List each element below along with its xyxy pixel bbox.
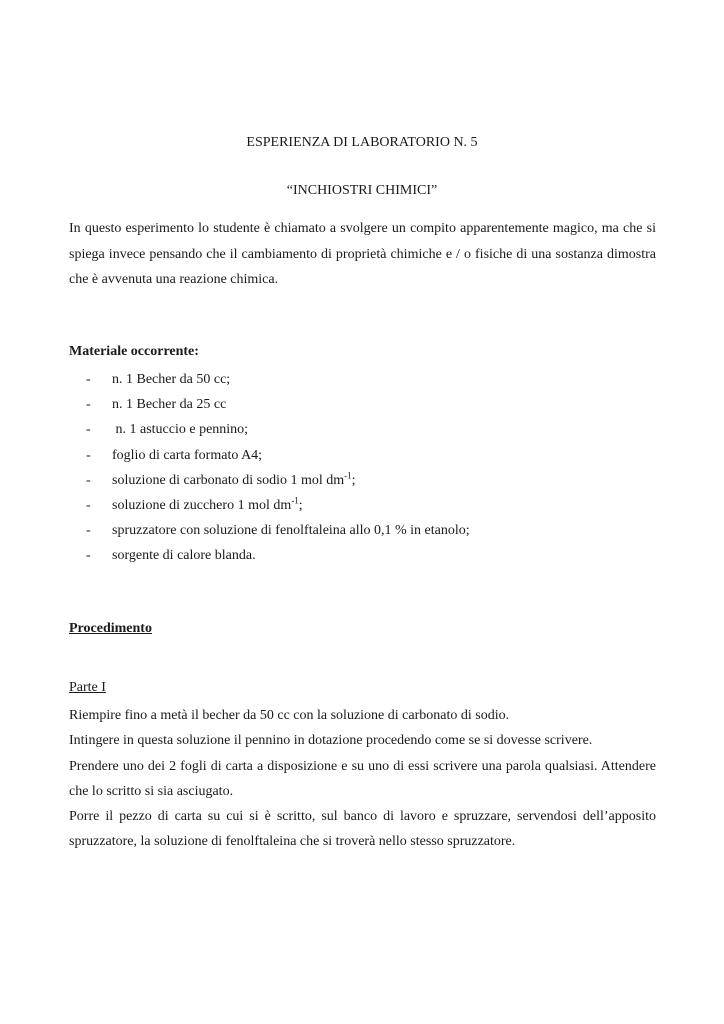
list-item-text: foglio di carta formato A4; [112, 447, 263, 463]
procedure-paragraph: Riempire fino a metà il becher da 50 cc con la soluzione di carbonato di sodio. [69, 708, 510, 723]
intro-paragraph: In questo esperimento lo studente è chiamato a svolgere un compito apparentemente magico, ma che si spiega invece pensando che il cambiamento di proprietà chimiche e / o fisiche di una sostanza dimostra che è avvenuta una reazione chimica. [69, 221, 656, 287]
list-item-text: soluzione di carbonato di sodio 1 mol dm [112, 472, 345, 488]
list-dash: - [86, 472, 91, 488]
list-item [86, 367, 470, 392]
list-dash: - [86, 372, 91, 387]
list-item-text: spruzzatore con soluzione di fenolftaleina allo 0,1 % in etanolo; [112, 523, 470, 539]
list-item [86, 493, 470, 518]
list-dash: - [86, 548, 91, 564]
procedure-paragraph: Intingere in questa soluzione il pennino in dotazione procedendo come se si dovesse scrivere. [69, 733, 593, 749]
list-item-superscript: -1 [344, 470, 352, 481]
list-item [86, 392, 470, 417]
list-item-suffix: ; [351, 472, 356, 488]
list-dash: - [86, 422, 91, 438]
document-subtitle: “INCHIOSTRI CHIMICI” [286, 183, 438, 198]
materials-list [86, 367, 470, 569]
list-item-text: n. 1 Becher da 50 cc; [112, 372, 231, 387]
list-item [86, 443, 470, 468]
list-item [86, 518, 470, 543]
list-item [86, 468, 470, 493]
list-item-text: sorgente di calore blanda. [112, 548, 256, 564]
procedure-body [69, 703, 656, 855]
procedure-paragraph: Porre il pezzo di carta su cui si è scritto, sul banco di lavoro e spruzzare, servendosi dell’apposito spruzzatore, la soluzione di fenolftaleina che si troverà nello stesso spruzzatore. [69, 809, 656, 850]
list-item-superscript: -1 [291, 495, 299, 506]
list-dash: - [86, 497, 91, 513]
document-title: ESPERIENZA DI LABORATORIO N. 5 [246, 135, 478, 150]
list-item [86, 417, 470, 442]
list-item-text: n. 1 Becher da 25 cc [112, 397, 227, 413]
materials-heading: Materiale occorrente: [69, 344, 199, 359]
list-dash: - [86, 397, 91, 413]
list-item-text: soluzione di zucchero 1 mol dm [112, 497, 292, 513]
procedure-paragraph: Prendere uno dei 2 fogli di carta a disposizione e su uno di essi scrivere una parola qualsiasi. Attendere che lo scritto si sia asciugato. [69, 758, 656, 799]
part-label: Parte I [69, 680, 106, 695]
list-item [86, 543, 470, 568]
list-dash: - [86, 523, 91, 539]
procedure-heading: Procedimento [69, 621, 152, 636]
list-item-text: n. 1 astuccio e pennino; [112, 422, 249, 438]
list-dash: - [86, 447, 91, 463]
list-item-suffix: ; [298, 497, 303, 513]
